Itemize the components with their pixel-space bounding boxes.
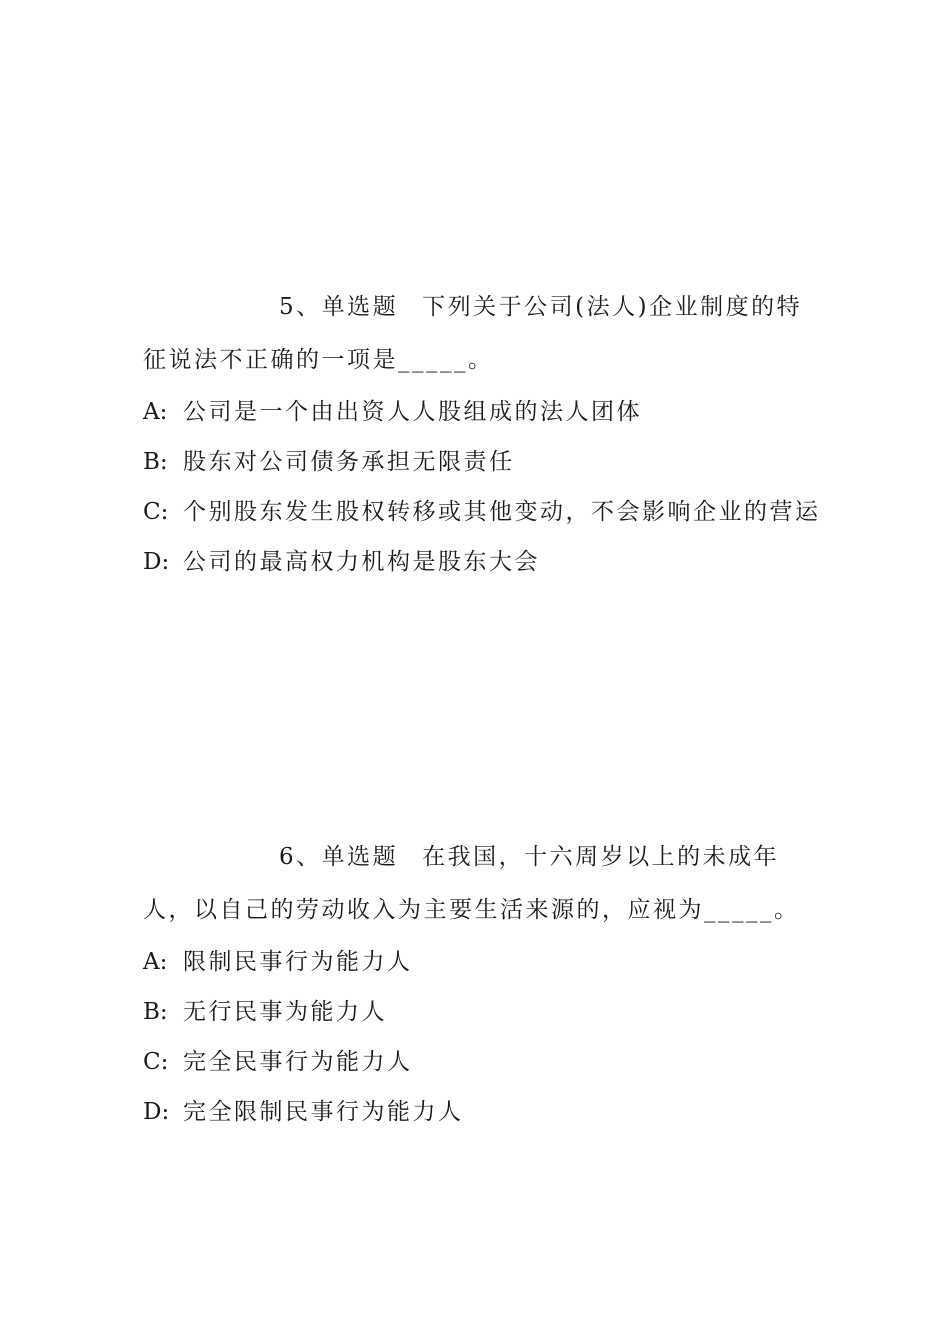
option-letter: B: xyxy=(143,999,168,1025)
option-text: 个别股东发生股权转移或其他变动，不会影响企业的营运 xyxy=(183,499,821,525)
option-letter: B: xyxy=(143,449,168,475)
option-text: 完全民事行为能力人 xyxy=(183,1049,413,1075)
option-text: 无行民事为能力人 xyxy=(183,999,387,1025)
option-text: 股东对公司债务承担无限责任 xyxy=(183,449,515,475)
option-list xyxy=(143,387,823,587)
question-5 xyxy=(143,281,823,587)
option-letter: A: xyxy=(143,399,168,425)
question-text: 在我国，十六周岁以上的未成年人，以自己的劳动收入为主要生活来源的，应视为_____。 xyxy=(143,844,800,923)
option-text: 公司的最高权力机构是股东大会 xyxy=(183,549,540,575)
question-text: 下列关于公司(法人)企业制度的特征说法不正确的一项是_____。 xyxy=(143,294,803,373)
question-type: 单选题 xyxy=(321,844,399,870)
option-d[interactable] xyxy=(143,1087,823,1137)
question-stem xyxy=(143,281,823,387)
question-number: 5、 xyxy=(279,294,322,320)
option-text: 公司是一个由出资人人股组成的法人团体 xyxy=(183,399,642,425)
option-b[interactable] xyxy=(143,437,823,487)
option-text: 完全限制民事行为能力人 xyxy=(183,1099,464,1125)
question-type: 单选题 xyxy=(321,294,399,320)
option-letter: C: xyxy=(143,499,169,525)
option-a[interactable] xyxy=(143,937,823,987)
option-b[interactable] xyxy=(143,987,823,1037)
option-list xyxy=(143,937,823,1137)
option-d[interactable] xyxy=(143,537,823,587)
option-letter: D: xyxy=(143,1099,170,1125)
question-6 xyxy=(143,831,823,1137)
option-c[interactable] xyxy=(143,487,823,537)
question-number: 6、 xyxy=(279,844,322,870)
option-c[interactable] xyxy=(143,1037,823,1087)
option-letter: C: xyxy=(143,1049,169,1075)
option-letter: D: xyxy=(143,549,170,575)
option-text: 限制民事行为能力人 xyxy=(183,949,413,975)
option-letter: A: xyxy=(143,949,168,975)
option-a[interactable] xyxy=(143,387,823,437)
question-stem xyxy=(143,831,823,937)
